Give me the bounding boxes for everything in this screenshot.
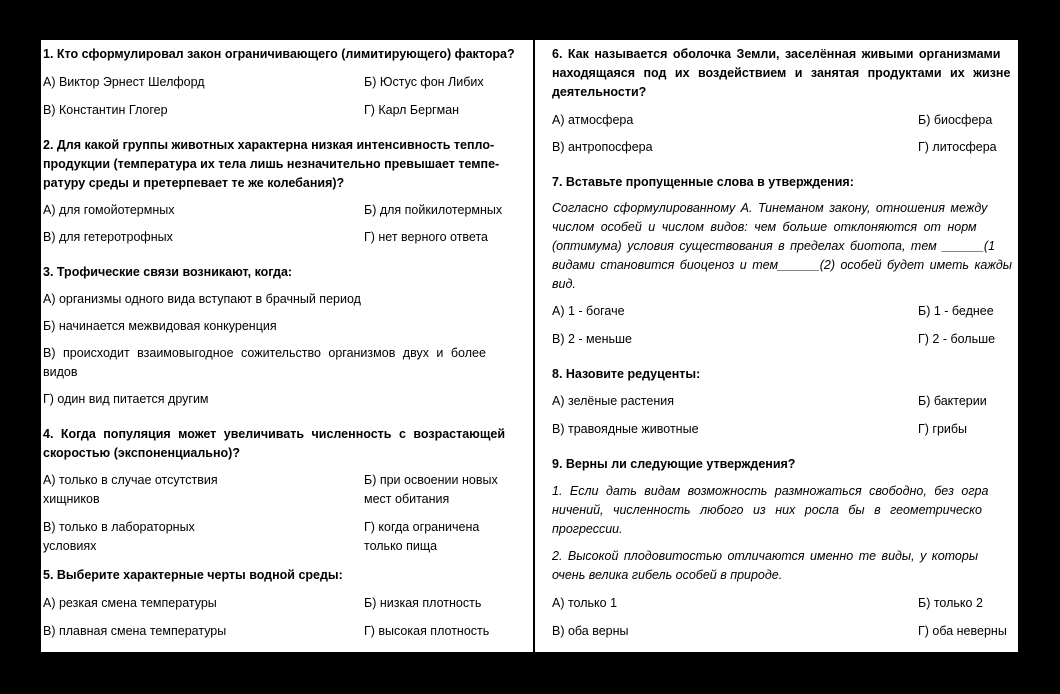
question-5-title: 5. Выберите характерные черты водной среды:: [43, 568, 343, 582]
question-2-title-line-3: ратуру среды и претерпевает те же колебания)?: [43, 176, 345, 190]
question-8-option-c: В) травоядные животные: [552, 422, 699, 436]
question-4-option-b-line-1: Б) при освоении новых: [364, 473, 498, 487]
question-3-option-d: Г) один вид питается другим: [43, 392, 209, 406]
question-7-text-line-5: вид.: [552, 277, 576, 291]
question-4-title-line-2: скоростью (экспоненциально)?: [43, 446, 240, 460]
question-1-option-a: А) Виктор Эрнест Шелфорд: [43, 75, 205, 89]
question-8-title: 8. Назовите редуценты:: [552, 367, 701, 381]
question-1-option-d: Г) Карл Бергман: [364, 103, 460, 117]
question-4-option-d-line-2: только пища: [364, 539, 438, 553]
question-2-option-b: Б) для пойкилотермных: [364, 203, 503, 217]
question-4-option-b-line-2: мест обитания: [364, 492, 450, 506]
question-2-title-line-1: 2. Для какой группы животных характерна низкая интенсивность тепло-: [43, 138, 495, 152]
question-9-option-c: В) оба верны: [552, 624, 629, 638]
question-7-option-c: В) 2 - меньше: [552, 332, 632, 346]
question-3-option-c-line-1: В) происходит взаимовыгодное сожительство организмов двух и более: [43, 346, 486, 360]
question-9-statement-1-line-2: ничений, численность любого из них росла бы в геометрическо: [552, 503, 982, 517]
question-7-text-line-3: (оптимума) условия существования в пределах биотопа, тем ______(1: [552, 239, 996, 253]
question-1-option-c: В) Константин Глогер: [43, 103, 168, 117]
question-1-title: 1. Кто сформулировал закон ограничивающего (лимитирующего) фактора?: [43, 47, 515, 61]
question-3-option-a: А) организмы одного вида вступают в брачный период: [43, 292, 361, 306]
question-9-statement-2-line-2: очень велика гибель особей в природе.: [552, 568, 783, 582]
question-7-option-b: Б) 1 - беднее: [918, 304, 994, 318]
question-7-text-line-2: числом особей и числом видов: чем больше отклоняются от норм: [552, 220, 977, 234]
question-4-option-a-line-1: А) только в случае отсутствия: [43, 473, 218, 487]
question-6-title-line-3: деятельности?: [552, 85, 647, 99]
question-6-option-b: Б) биосфера: [918, 113, 993, 127]
question-1-option-b: Б) Юстус фон Либих: [364, 75, 484, 89]
question-5-option-c: В) плавная смена температуры: [43, 624, 227, 638]
question-2-option-d: Г) нет верного ответа: [364, 230, 488, 244]
question-9-statement-2-line-1: 2. Высокой плодовитостью отличаются именно те виды, у которы: [552, 549, 979, 563]
question-7-title: 7. Вставьте пропущенные слова в утверждения:: [552, 175, 854, 189]
question-3-title: 3. Трофические связи возникают, когда:: [43, 265, 293, 279]
question-7-option-d: Г) 2 - больше: [918, 332, 996, 346]
question-2-option-a: А) для гомойотермных: [43, 203, 175, 217]
question-9-title: 9. Верны ли следующие утверждения?: [552, 457, 796, 471]
question-9-option-a: А) только 1: [552, 596, 618, 610]
question-9-option-b: Б) только 2: [918, 596, 983, 610]
question-6-title-line-2: находящаяся под их воздействием и занятая продуктами их жизне: [552, 66, 1011, 80]
question-8-option-d: Г) грибы: [918, 422, 968, 436]
question-7-text-line-4: видами становится биоценоз и тем______(2) особей будет иметь кажды: [552, 258, 1013, 272]
question-7-option-a: А) 1 - богаче: [552, 304, 625, 318]
question-4-option-c-line-1: В) только в лабораторных: [43, 520, 195, 534]
left-page: [41, 40, 533, 652]
question-9-option-d: Г) оба неверны: [918, 624, 1007, 638]
question-7-text-line-1: Согласно сформулированному А. Тинеманом закону, отношения между: [552, 201, 988, 215]
question-9-statement-1-line-1: 1. Если дать видам возможность размножаться свободно, без огра: [552, 484, 989, 498]
question-4-option-c-line-2: условиях: [43, 539, 97, 553]
question-3-option-c-line-2: видов: [43, 365, 78, 379]
question-2-title-line-2: продукции (температура их тела лишь незначительно превышает темпе-: [43, 157, 500, 171]
question-5-option-d: Г) высокая плотность: [364, 624, 490, 638]
question-4-title-line-1: 4. Когда популяция может увеличивать численность с возрастающей: [43, 427, 506, 441]
question-8-option-a: А) зелёные растения: [552, 394, 675, 408]
question-9-statement-1-line-3: прогрессии.: [552, 522, 623, 536]
question-6-option-d: Г) литосфера: [918, 140, 997, 154]
question-6-option-a: А) атмосфера: [552, 113, 634, 127]
question-4-option-d-line-1: Г) когда ограничена: [364, 520, 480, 534]
right-page: [535, 40, 1018, 652]
question-8-option-b: Б) бактерии: [918, 394, 987, 408]
question-4-option-a-line-2: хищников: [43, 492, 100, 506]
question-5-option-b: Б) низкая плотность: [364, 596, 482, 610]
question-5-option-a: А) резкая смена температуры: [43, 596, 217, 610]
question-2-option-c: В) для гетеротрофных: [43, 230, 173, 244]
question-3-option-b: Б) начинается межвидовая конкуренция: [43, 319, 277, 333]
question-6-option-c: В) антропосфера: [552, 140, 653, 154]
question-6-title-line-1: 6. Как называется оболочка Земли, заселённая живыми организмами: [552, 47, 1001, 61]
